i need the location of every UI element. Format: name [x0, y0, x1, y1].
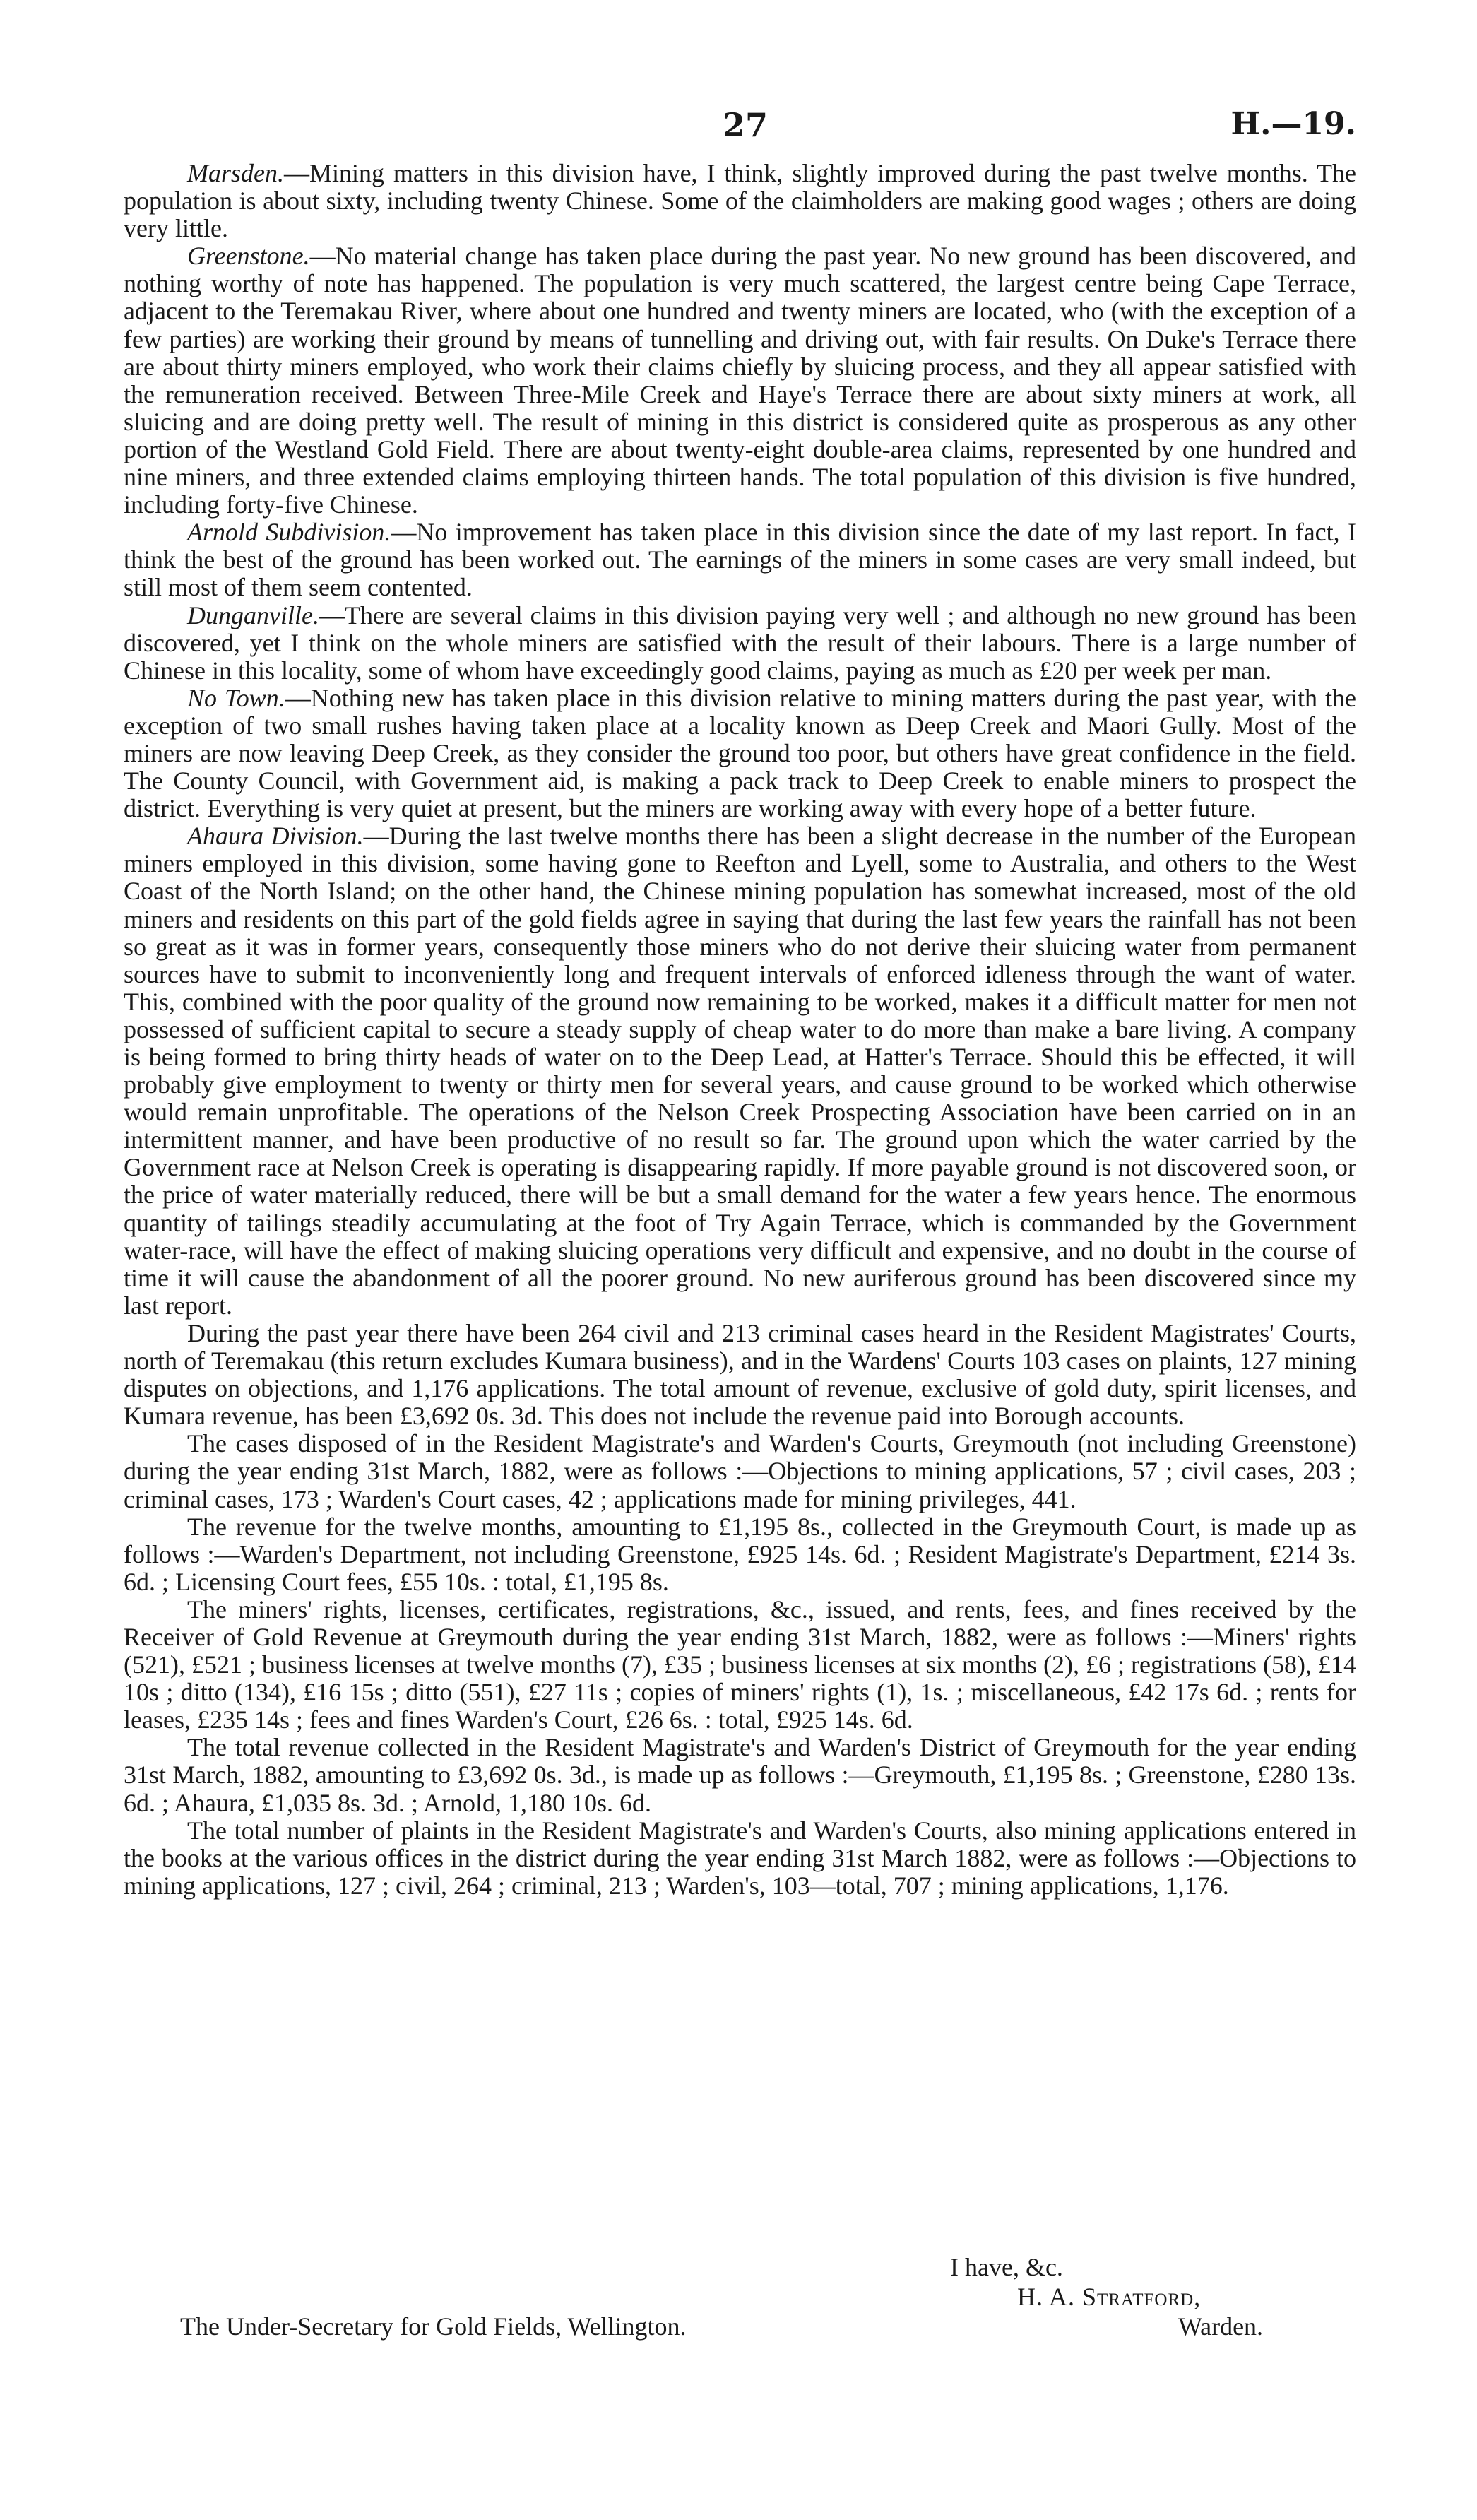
- paragraph-revenue: [124, 1513, 1356, 1596]
- report-body: [124, 160, 1356, 1900]
- paragraph-court-cases: [124, 1320, 1356, 1430]
- salutation: I have, &c.: [950, 2253, 1063, 2281]
- document-reference: H.—19.: [1230, 106, 1356, 142]
- paragraph-text: —Nothing new has taken place in this division relative to mining matters during the past year, with the exception of two small rushes having taken place at a locality known as Deep Creek and Maori Gully. Most of the miners are now leaving Deep Creek, as they consider the ground too poor, but others have great confidence in the field. The County Council, with Government aid, is making a pack track to Deep Creek to enable miners to prospect the district. Everything is very quiet at present, but the miners are working away with every hope of a better future.: [124, 683, 1356, 823]
- division-heading: Greenstone.: [187, 242, 310, 271]
- paragraph-total-revenue: [124, 1734, 1356, 1816]
- division-heading: Dunganville.: [187, 601, 319, 629]
- paragraph-text: During the past year there have been 264 civil and 213 criminal cases heard in the Resident Magistrates' Courts, north of Teremakau (this return excludes Kumara business), and in the Wardens' Courts 103 cases on plaints, 127 mining disputes on objections, and 1,176 applications. The total amount of revenue, exclusive of gold duty, spirit licenses, and Kumara revenue, has been £3,692 0s. 3d. This does not include the revenue paid into Borough accounts.: [124, 1318, 1356, 1431]
- paragraph-greymouth-cases: [124, 1430, 1356, 1513]
- paragraph-text: The cases disposed of in the Resident Magistrate's and Warden's Courts, Greymouth (not including Greenstone) during the year ending 31st March, 1882, were as follows :—Objections to mining applications, 57 ; civil cases, 203 ; criminal cases, 173 ; Warden's Court cases, 42 ; applications made for mining privileges, 441.: [124, 1429, 1356, 1513]
- division-heading: Arnold Subdivision.: [187, 518, 391, 547]
- paragraph-miners-rights: [124, 1596, 1356, 1734]
- paragraph-plaints: [124, 1817, 1356, 1900]
- signatory-name: H. A. Stratford,: [1017, 2283, 1202, 2311]
- paragraph-text: —No material change has taken place during the past year. No new ground has been discovered, and nothing worthy of note has happened. The population is very much scattered, the largest centre being Cape Terrace, adjacent to the Teremakau River, where about one hundred and twenty miners are located, who (with the exception of a few parties) are working their ground by means of tunnelling and driving out, with fair results. On Duke's Terrace there are about thirty miners employed, who work their claims chiefly by sluicing process, and they all appear satisfied with the remuneration received. Between Three-Mile Creek and Haye's Terrace there are about sixty miners at work, all sluicing and are doing pretty well. The result of mining in this district is considered quite as prosperous as any other portion of the Westland Gold Field. There are about twenty-eight double-area claims, represented by one hundred and nine miners, and three extended claims employing thirteen hands. The total population of this division is five hundred, including forty-five Chinese.: [124, 242, 1356, 519]
- paragraph-no-town: [124, 685, 1356, 822]
- division-heading: Ahaura Division.: [187, 822, 364, 851]
- paragraph-text: The revenue for the twelve months, amounting to £1,195 8s., collected in the Greymouth Court, is made up as follows :—Warden's Department, not including Greenstone, £925 14s. 6d. ; Resident Magistrate's Department, £214 3s. 6d. ; Licensing Court fees, £55 10s. : total, £1,195 8s.: [124, 1512, 1356, 1596]
- addressee: The Under-Secretary for Gold Fields, Wellington.: [180, 2312, 687, 2341]
- signatory-title: Warden.: [1178, 2312, 1264, 2341]
- paragraph-text: The total number of plaints in the Resident Magistrate's and Warden's Courts, also mining applications entered in the books at the various offices in the district during the year ending 31st March 1882, were as follows :—Objections to mining applications, 127 ; civil, 264 ; criminal, 213 ; Warden's, 103—total, 707 ; mining applications, 1,176.: [124, 1816, 1356, 1900]
- paragraph-greenstone: [124, 242, 1356, 519]
- paragraph-marsden: [124, 160, 1356, 242]
- paragraph-text: —There are several claims in this division paying very well ; and although no new ground has been discovered, yet I think on the whole miners are satisfied with the result of their labours. There is a large number of Chinese in this locality, some of whom have exceedingly good claims, paying as much as £20 per week per man.: [124, 601, 1356, 685]
- paragraph-ahaura: [124, 822, 1356, 1320]
- paragraph-text: The total revenue collected in the Resident Magistrate's and Warden's District of Greymouth for the year ending 31st March, 1882, amounting to £3,692 0s. 3d., is made up as follows :—Greymouth, £1,195 8s. ; Greenstone, £280 13s. 6d. ; Ahaura, £1,035 8s. 3d. ; Arnold, 1,180 10s. 6d.: [124, 1733, 1356, 1817]
- paragraph-text: —No improvement has taken place in this division since the date of my last report. In fact, I think the best of the ground has been worked out. The earnings of the miners in some cases are very small indeed, but still most of them seem contented.: [124, 518, 1357, 602]
- paragraph-text: —Mining matters in this division have, I think, slightly improved during the past twelve months. The population is about sixty, including twenty Chinese. Some of the claimholders are making good wages ; others are doing very little.: [124, 159, 1356, 243]
- paragraph-text: The miners' rights, licenses, certificates, registrations, &c., issued, and rents, fees, and fines received by the Receiver of Gold Revenue at Greymouth during the year ending 31st March, 1882, were as follows :—Miners' rights (521), £521 ; business licenses at twelve months (7), £35 ; business licenses at six months (2), £6 ; registrations (58), £14 10s ; ditto (134), £16 15s ; ditto (551), £27 11s ; copies of miners' rights (1), 1s. ; miscellaneous, £42 17s 6d. ; rents for leases, £235 14s ; fees and fines Warden's Court, £26 6s. : total, £925 14s. 6d.: [124, 1595, 1356, 1734]
- paragraph-arnold: [124, 519, 1356, 601]
- paragraph-text: —During the last twelve months there has been a slight decrease in the number of the European miners employed in this division, some having gone to Reefton and Lyell, some to Australia, and others to the West Coast of the North Island; on the other hand, the Chinese mining population has somewhat increased, most of the old miners and residents on this part of the gold fields agree in saying that during the last few years the rainfall has not been so great as it was in former years, consequently those miners who do not derive their sluicing water from permanent sources have to submit to inconveniently long and frequent intervals of enforced idleness through the want of water. This, combined with the poor quality of the ground now remaining to be worked, makes it a difficult matter for men not possessed of sufficient capital to secure a steady supply of cheap water to do more than make a bare living. A company is being formed to bring thirty heads of water on to the Deep Lead, at Hatter's Terrace. Should this be effected, it will probably give employment to twenty or thirty men for several years, and cause ground to be worked which otherwise would remain unprofitable. The operations of the Nelson Creek Prospecting Association have been carried on in an intermittent manner, and have been productive of no result so far. The ground upon which the water carried by the Government race at Nelson Creek is operating is disappearing rapidly. If more payable ground is not discovered soon, or the price of water materially reduced, there will be but a small demand for the water a few years hence. The enormous quantity of tailings steadily accumulating at the foot of Try Again Terrace, which is commanded by the Government water-race, will have the effect of making sluicing operations very difficult and expensive, and no doubt in the course of time it will cause the abandonment of all the poorer ground. No new auriferous ground has been discovered since my last report.: [124, 822, 1356, 1320]
- page-number: 27: [722, 106, 768, 144]
- division-heading: No Town.: [187, 683, 285, 712]
- division-heading: Marsden.: [187, 159, 284, 187]
- paragraph-dunganville: [124, 602, 1356, 685]
